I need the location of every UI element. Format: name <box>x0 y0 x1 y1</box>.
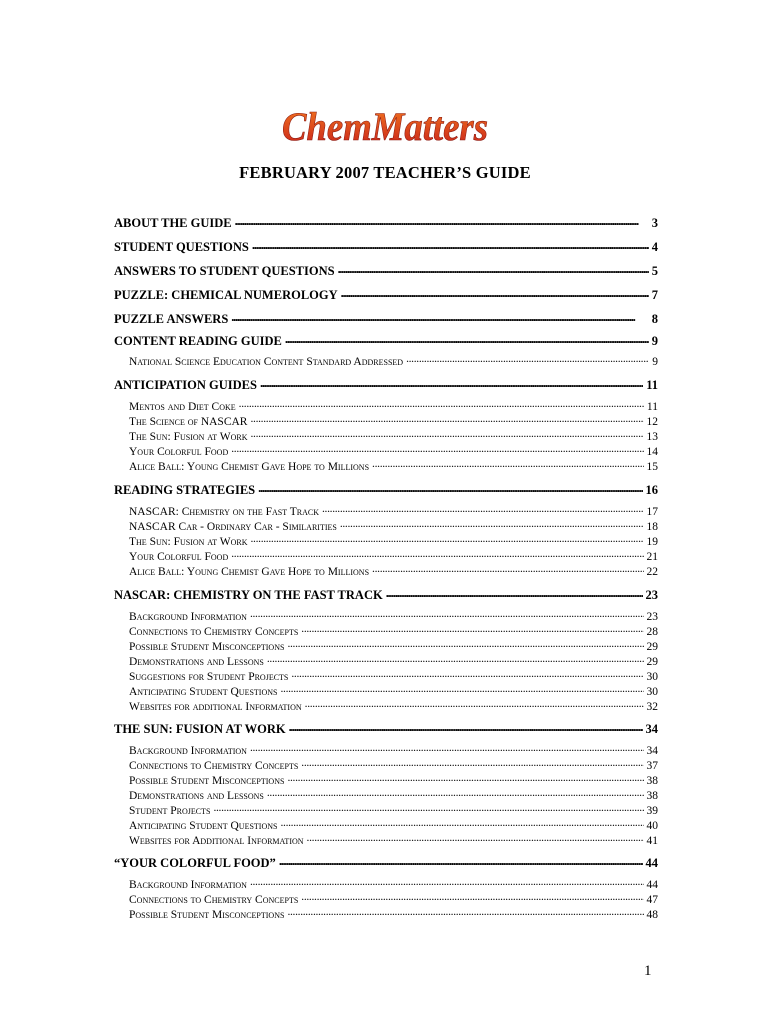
toc-entry-label: NASCAR Car - Ordinary Car - Similarities <box>129 520 337 533</box>
toc-entry-page: 16 <box>645 482 658 497</box>
toc-dot-leader <box>372 563 643 575</box>
toc-section-entry[interactable] <box>114 310 658 327</box>
toc-dot-leader <box>239 398 644 410</box>
toc-subsection-entry[interactable] <box>114 503 658 518</box>
toc-entry-page: 41 <box>646 834 658 847</box>
toc-entry-label: Websites for Additional Information <box>129 834 304 847</box>
toc-subsection-entry[interactable] <box>114 817 658 832</box>
toc-dot-leader <box>386 586 643 599</box>
toc-entry-label: Possible Student Misconceptions <box>129 908 285 921</box>
toc-subsection-entry[interactable] <box>114 683 658 698</box>
toc-entry-page: 22 <box>646 565 658 578</box>
toc-entry-page: 4 <box>651 239 658 254</box>
toc-subsection-entry[interactable] <box>114 802 658 817</box>
toc-entry-page: 44 <box>646 878 658 891</box>
toc-dot-leader <box>305 698 644 710</box>
toc-dot-leader <box>250 876 644 888</box>
toc-entry-page: 23 <box>646 610 658 623</box>
toc-dot-leader <box>231 443 643 455</box>
toc-subsection-entry[interactable] <box>114 428 658 443</box>
toc-subsection-entry[interactable] <box>114 518 658 533</box>
toc-subsection-entry[interactable] <box>114 653 658 668</box>
toc-entry-page: 34 <box>646 744 658 757</box>
toc-entry-label: The Science of NASCAR <box>129 415 248 428</box>
toc-entry-label: Possible Student Misconceptions <box>129 640 285 653</box>
toc-entry-label: Alice Ball: Young Chemist Gave Hope to Millions <box>129 460 370 473</box>
toc-entry-label: Background Information <box>129 744 247 757</box>
toc-entry-page: 30 <box>646 685 658 698</box>
toc-subsection-entry[interactable] <box>114 891 658 906</box>
toc-entry-page: 29 <box>646 640 658 653</box>
toc-dot-leader <box>307 832 644 844</box>
toc-subsection-entry[interactable] <box>114 772 658 787</box>
toc-entry-label: Your Colorful Food <box>129 445 229 458</box>
toc-entry-page: 44 <box>645 855 658 870</box>
toc-entry-label: CONTENT READING GUIDE <box>114 333 282 348</box>
toc-section-entry[interactable] <box>114 720 658 737</box>
toc-dot-leader <box>287 906 643 918</box>
toc-subsection-entry[interactable] <box>114 668 658 683</box>
toc-subsection-entry[interactable] <box>114 742 658 757</box>
toc-entry-label: Connections to Chemistry Concepts <box>129 893 299 906</box>
toc-subsection-entry[interactable] <box>114 413 658 428</box>
toc-dot-leader <box>322 503 644 515</box>
toc-dot-leader <box>287 638 643 650</box>
toc-subsection-entry[interactable] <box>114 876 658 891</box>
toc-entry-page: 38 <box>646 774 658 787</box>
toc-section-entry[interactable] <box>114 854 658 871</box>
toc-dot-leader <box>251 428 644 440</box>
toc-dot-leader <box>301 891 643 903</box>
toc-entry-page: 34 <box>645 721 658 736</box>
toc-dot-leader <box>291 668 643 680</box>
toc-dot-leader <box>341 286 649 299</box>
toc-entry-page: 38 <box>646 789 658 802</box>
toc-entry-page: 37 <box>646 759 658 772</box>
toc-entry-label: National Science Education Content Standard Addressed <box>129 355 404 368</box>
chemmatters-logo <box>280 100 492 150</box>
toc-dot-leader <box>301 757 643 769</box>
toc-entry-label: Student Projects <box>129 804 211 817</box>
toc-entry-page: 12 <box>646 415 658 428</box>
toc-entry-page: 11 <box>646 400 658 413</box>
toc-entry-page: 28 <box>646 625 658 638</box>
toc-entry-page: 39 <box>646 804 658 817</box>
toc-entry-label: Demonstrations and Lessons <box>129 789 264 802</box>
toc-entry-label: NASCAR: CHEMISTRY ON THE FAST TRACK <box>114 587 383 602</box>
toc-subsection-entry[interactable] <box>114 906 658 921</box>
toc-entry-label: Connections to Chemistry Concepts <box>129 759 299 772</box>
toc-dot-leader <box>338 262 649 275</box>
toc-dot-leader <box>260 376 643 389</box>
page-title: FEBRUARY 2007 TEACHER’S GUIDE <box>239 163 531 182</box>
toc-dot-leader <box>250 413 643 425</box>
toc-dot-leader <box>250 608 644 620</box>
toc-entry-label: ANSWERS TO STUDENT QUESTIONS <box>114 263 335 278</box>
toc-entry-label: Demonstrations and Lessons <box>129 655 264 668</box>
toc-entry-label: Websites for additional Information <box>129 700 302 713</box>
toc-entry-page: 19 <box>646 535 658 548</box>
toc-dot-leader <box>267 787 644 799</box>
toc-dot-leader <box>372 458 643 470</box>
toc-subsection-entry[interactable] <box>114 398 658 413</box>
toc-dot-leader <box>231 548 643 560</box>
toc-entry-label: STUDENT QUESTIONS <box>114 239 249 254</box>
toc-dot-leader <box>280 817 643 829</box>
toc-dot-leader <box>250 742 644 754</box>
toc-entry-page: 40 <box>646 819 658 832</box>
toc-entry-page: 13 <box>646 430 658 443</box>
toc-entry-label: Background Information <box>129 878 247 891</box>
toc-dot-leader <box>258 481 642 494</box>
toc-dot-leader <box>279 854 643 867</box>
toc-entry-page: 23 <box>645 587 658 602</box>
toc-subsection-entry[interactable] <box>114 757 658 772</box>
toc-dot-leader <box>340 518 644 530</box>
toc-subsection-entry[interactable] <box>114 563 658 578</box>
toc-section-entry[interactable] <box>114 481 658 498</box>
toc-entry-page: 3 <box>651 215 658 230</box>
toc-entry-page: 18 <box>646 520 658 533</box>
toc-entry-label: THE SUN: FUSION AT WORK <box>114 721 286 736</box>
toc-section-entry[interactable] <box>114 262 658 279</box>
toc-dot-leader <box>231 310 648 323</box>
toc-entry-label: PUZZLE: CHEMICAL NUMEROLOGY <box>114 287 338 302</box>
toc-dot-leader <box>267 653 644 665</box>
logo-text: ChemMatters <box>282 104 488 149</box>
toc-section-entry[interactable] <box>114 214 658 231</box>
toc-dot-leader <box>285 332 649 345</box>
toc-entry-label: NASCAR: Chemistry on the Fast Track <box>129 505 319 518</box>
toc-subsection-entry[interactable] <box>114 608 658 623</box>
toc-entry-page: 9 <box>651 333 658 348</box>
toc-entry-label: Anticipating Student Questions <box>129 685 278 698</box>
toc-entry-label: The Sun: Fusion at Work <box>129 430 248 443</box>
toc-dot-leader <box>213 802 643 814</box>
toc-dot-leader <box>289 720 643 733</box>
toc-entry-page: 8 <box>651 311 658 326</box>
toc-entry-label: Connections to Chemistry Concepts <box>129 625 299 638</box>
toc-entry-label: Your Colorful Food <box>129 550 229 563</box>
toc-subsection-entry[interactable] <box>114 787 658 802</box>
toc-entry-page: 48 <box>646 908 658 921</box>
toc-entry-page: 7 <box>651 287 658 302</box>
page-number: 1 <box>644 963 652 979</box>
toc-dot-leader <box>280 683 643 695</box>
toc-entry-page: 17 <box>646 505 658 518</box>
toc-entry-label: Background Information <box>129 610 247 623</box>
toc-entry-label: PUZZLE ANSWERS <box>114 311 229 326</box>
toc-entry-page: 32 <box>646 700 658 713</box>
toc-dot-leader <box>287 772 643 784</box>
toc-entry-label: Alice Ball: Young Chemist Gave Hope to Millions <box>129 565 370 578</box>
toc-entry-page: 29 <box>646 655 658 668</box>
toc-dot-leader <box>252 238 649 251</box>
toc-section-entry[interactable] <box>114 332 658 349</box>
toc-dot-leader <box>301 623 643 635</box>
toc-subsection-entry[interactable] <box>114 548 658 563</box>
toc-entry-label: ANTICIPATION GUIDES <box>114 377 257 392</box>
toc-entry-page: 21 <box>646 550 658 563</box>
toc-section-entry[interactable] <box>114 376 658 393</box>
toc-entry-label: The Sun: Fusion at Work <box>129 535 248 548</box>
toc-subsection-entry[interactable] <box>114 458 658 473</box>
toc-dot-leader <box>251 533 644 545</box>
toc-entry-label: Possible Student Misconceptions <box>129 774 285 787</box>
toc-entry-label: “YOUR COLORFUL FOOD” <box>114 855 276 870</box>
toc-section-entry[interactable] <box>114 586 658 603</box>
toc-subsection-entry[interactable] <box>114 638 658 653</box>
toc-entry-page: 30 <box>646 670 658 683</box>
toc-entry-label: READING STRATEGIES <box>114 482 256 497</box>
toc-subsection-entry[interactable] <box>114 623 658 638</box>
toc-subsection-entry[interactable] <box>114 353 658 368</box>
toc-subsection-entry[interactable] <box>114 698 658 713</box>
toc-entry-page: 15 <box>646 460 658 473</box>
toc-entry-page: 5 <box>651 263 658 278</box>
toc-entry-label: Mentos and Diet Coke <box>129 400 236 413</box>
toc-dot-leader <box>406 353 649 365</box>
toc-entry-page: 11 <box>646 377 658 392</box>
toc-entry-label: Anticipating Student Questions <box>129 819 278 832</box>
toc-entry-page: 47 <box>646 893 658 906</box>
toc-entry-page: 9 <box>652 355 658 368</box>
toc-entry-label: ABOUT THE GUIDE <box>114 215 232 230</box>
toc-section-entry[interactable] <box>114 238 658 255</box>
toc-dot-leader <box>235 214 649 227</box>
toc-section-entry[interactable] <box>114 286 658 303</box>
toc-entry-label: Suggestions for Student Projects <box>129 670 289 683</box>
toc-subsection-entry[interactable] <box>114 533 658 548</box>
toc-entry-page: 14 <box>646 445 658 458</box>
toc-subsection-entry[interactable] <box>114 443 658 458</box>
toc-subsection-entry[interactable] <box>114 832 658 847</box>
